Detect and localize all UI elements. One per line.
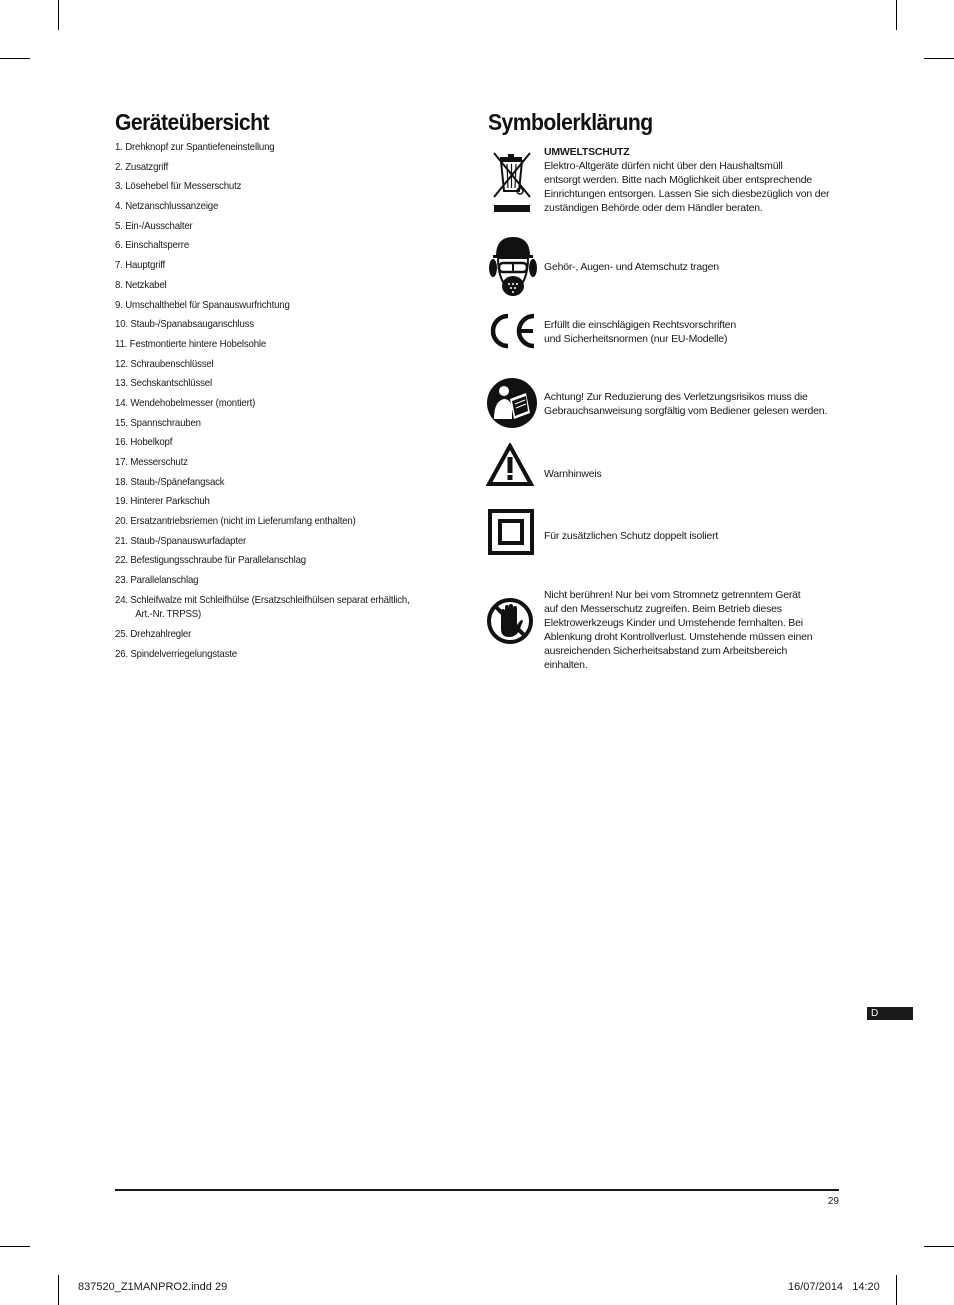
- list-item: 8. Netzkabel: [115, 278, 167, 291]
- symbol-text-line: Gebrauchsanweisung sorgfältig vom Bediener gelesen werden.: [544, 405, 828, 417]
- list-item: 23. Parallelanschlag: [115, 574, 199, 587]
- symbol-text-line: auf den Messerschutz zugreifen. Beim Betrieb dieses: [544, 603, 782, 615]
- list-item: 5. Ein-/Ausschalter: [115, 219, 193, 232]
- list-item: 13. Sechskantschlüssel: [115, 377, 212, 390]
- symbol-text-line: ausreichenden Sicherheitsabstand zum Arbeitsbereich: [544, 645, 788, 657]
- symbol-text-line: Elektrowerkzeugs Kinder und Umstehende fernhalten. Bei: [544, 617, 803, 629]
- crop-mark: [58, 1275, 59, 1305]
- list-item: [115, 593, 446, 627]
- crop-mark: [0, 58, 30, 59]
- warning-triangle-icon: [486, 443, 536, 492]
- list-item: 2. Zusatzgriff: [115, 160, 169, 173]
- language-tab: D: [867, 1007, 913, 1020]
- list-item: 17. Messerschutz: [115, 456, 188, 468]
- list-item-line: Art.-Nr. TRPSS): [135, 607, 202, 620]
- list-item: 9. Umschalthebel für Spanauswurfrichtung: [115, 298, 290, 311]
- list-item: 18. Staub-/Spänefangsack: [115, 475, 225, 488]
- list-item: 1. Drehknopf zur Spantiefeneinstellung: [115, 141, 275, 153]
- symbol-heading: UMWELTSCHUTZ: [544, 146, 630, 158]
- crop-mark: [924, 58, 954, 59]
- symbol-description: [544, 588, 844, 672]
- ppe-hearing-eye-respiratory-icon: [488, 234, 538, 305]
- symbol-description: [544, 145, 844, 215]
- footer-rule: [115, 1189, 839, 1191]
- symbol-text-line: Ablenkung droht Kontrollverlust. Umstehende müssen einen: [544, 631, 813, 643]
- list-item: 16. Hobelkopf: [115, 436, 173, 449]
- list-item: 22. Befestigungsschraube für Parallelanschlag: [115, 554, 306, 567]
- symbol-text-line: Für zusätzlichen Schutz doppelt isoliert: [544, 530, 719, 542]
- ce-mark-icon: [488, 312, 538, 355]
- list-item: 3. Lösehebel für Messerschutz: [115, 180, 242, 193]
- symbol-text-line: entsorgt werden. Bitte nach Möglichkeit über entsprechende: [544, 174, 812, 186]
- no-touch-hand-icon: [486, 597, 536, 650]
- symbol-text-line: Einrichtungen entsorgen. Lassen Sie sich diesbezüglich von der: [544, 188, 830, 200]
- list-item-line: 24. Schleifwalze mit Schleifhülse (Ersatzschleifhülsen separat erhältlich,: [115, 593, 410, 606]
- list-item: 14. Wendehobelmesser (montiert): [115, 396, 256, 409]
- symbol-row-ppe: [486, 234, 846, 300]
- symbol-text-line: einhalten.: [544, 659, 588, 671]
- slug-filename: 837520_Z1MANPRO2.indd 29: [78, 1281, 228, 1293]
- symbol-description: [544, 260, 844, 274]
- page-number: 29: [827, 1196, 839, 1207]
- list-item: 25. Drehzahlregler: [115, 627, 192, 640]
- list-item: 21. Staub-/Spanauswurfadapter: [115, 534, 247, 547]
- list-item: 12. Schraubenschlüssel: [115, 357, 214, 370]
- symbol-description: [544, 529, 844, 543]
- symbol-description: [544, 390, 844, 418]
- read-manual-icon: [486, 377, 536, 434]
- list-item: 11. Festmontierte hintere Hobelsohle: [115, 337, 267, 350]
- list-item: 7. Hauptgriff: [115, 259, 166, 272]
- list-item: 19. Hinterer Parkschuh: [115, 495, 210, 508]
- symbol-text-line: Nicht berühren! Nur bei vom Stromnetz getrenntem Gerät: [544, 589, 801, 601]
- crop-mark: [924, 1246, 954, 1247]
- list-item: 6. Einschaltsperre: [115, 239, 190, 252]
- symbol-description: [544, 318, 844, 346]
- section-title-parts-overview: Geräteübersicht: [115, 109, 270, 135]
- symbol-text-line: und Sicherheitsnormen (nur EU-Modelle): [544, 333, 728, 345]
- symbol-text-line: Gehör-, Augen- und Atemschutz tragen: [544, 261, 719, 273]
- list-item: 10. Staub-/Spanabsauganschluss: [115, 318, 254, 331]
- section-title-symbol-explanation: Symbolerklärung: [488, 109, 653, 135]
- symbol-row-environment: [486, 145, 846, 215]
- symbol-row-warning: [486, 443, 846, 487]
- symbol-text-line: zuständigen Behörde oder dem Händler beraten.: [544, 202, 763, 214]
- symbol-row-ce: [486, 312, 846, 352]
- symbol-row-read-manual: [486, 377, 846, 431]
- list-item: 4. Netzanschlussanzeige: [115, 200, 219, 213]
- list-item: 20. Ersatzantriebsriemen (nicht im Lieferumfang enthalten): [115, 515, 356, 528]
- crop-mark: [896, 1275, 897, 1305]
- crop-mark: [0, 1246, 30, 1247]
- slug-date-time: 16/07/2014 14:20: [788, 1281, 880, 1293]
- crop-mark: [58, 0, 59, 30]
- crossed-bin-icon: [490, 149, 540, 220]
- parts-list: [115, 140, 455, 666]
- symbol-row-no-touch: [486, 587, 846, 677]
- symbol-text-line: Elektro-Altgeräte dürfen nicht über den Haushaltsmüll: [544, 160, 783, 172]
- list-item: 15. Spannschrauben: [115, 416, 201, 429]
- symbol-row-double-insulation: [486, 509, 846, 555]
- symbol-text-line: Achtung! Zur Reduzierung des Verletzungsrisikos muss die: [544, 391, 808, 403]
- symbol-text-line: Warnhinweis: [544, 468, 602, 480]
- double-insulation-icon: [488, 509, 538, 560]
- symbol-description: [544, 467, 844, 481]
- list-item: 26. Spindelverriegelungstaste: [115, 647, 237, 660]
- crop-mark: [896, 0, 897, 30]
- symbol-text-line: Erfüllt die einschlägigen Rechtsvorschriften: [544, 319, 736, 331]
